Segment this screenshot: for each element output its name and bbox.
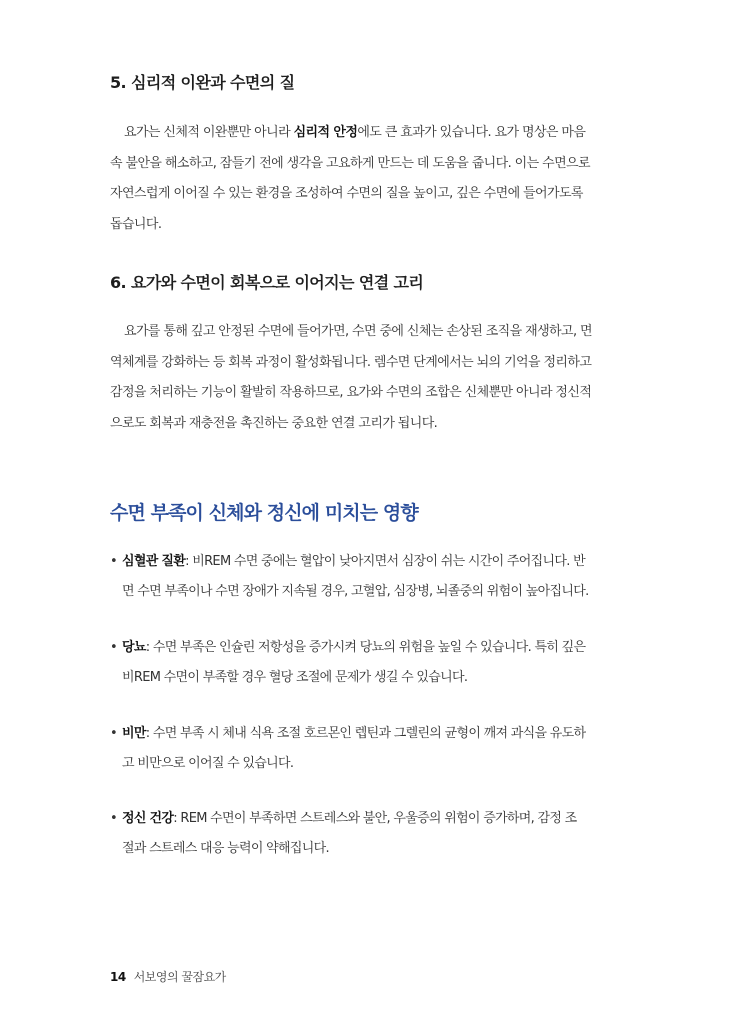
bullet-text: : 수면 부족은 인슐린 저항성을 증가시켜 당뇨의 위험을 높일 수 있습니다. 특히 깊은 비REM 수면이 부족할 경우 혈당 조절에 문제가 생길 수 있습니다. xyxy=(122,640,586,685)
bullet-item xyxy=(110,719,618,779)
page-number: 14 xyxy=(110,970,126,984)
bullet-marker: • xyxy=(110,640,117,655)
page-footer xyxy=(110,968,226,985)
bullet-item xyxy=(110,633,618,693)
bullet-text: : REM 수면이 부족하면 스트레스와 불안, 우울증의 위험이 증가하며, 감정 조 절과 스트레스 대응 능력이 약해집니다. xyxy=(122,811,577,856)
bullet-marker: • xyxy=(110,554,117,569)
bullet-term: 당뇨 xyxy=(122,640,146,655)
bullet-term: 심혈관 질환 xyxy=(122,554,186,569)
bullet-text: : 비REM 수면 중에는 혈압이 낮아지면서 심장이 쉬는 시간이 주어집니다. 반 면 수면 부족이나 수면 장애가 지속될 경우, 고혈압, 심장병, 뇌졸중의 위험이 높아집니다. xyxy=(122,554,589,599)
bullet-item xyxy=(110,804,618,864)
section-5-paragraph xyxy=(110,118,618,240)
bullet-marker: • xyxy=(110,811,117,826)
paragraph-text-cont: 에도 큰 효과가 있습니다. 요가 명상은 마음 속 불안을 해소하고, 잠들기 전에 생각을 고요하게 만드는 데 도움을 줍니다. 이는 수면으로 자연스럽게 이어질 수 있는 환경을 조성하여 수면의 질을 높이고, 깊은 수면에 들어가도록 돕습니다. xyxy=(110,125,590,232)
paragraph-text: 요가는 신체적 이완뿐만 아니라 xyxy=(124,125,294,140)
bullet-item xyxy=(110,547,618,607)
bullet-term: 정신 건강 xyxy=(122,811,174,826)
section-title-6: 6. 요가와 수면이 회복으로 이어지는 연결 고리 xyxy=(110,273,424,292)
book-title: 서보영의 꿀잠요가 xyxy=(133,970,226,984)
bullet-term: 비만 xyxy=(122,726,146,741)
bullet-text: : 수면 부족 시 체내 식욕 조절 호르몬인 렙틴과 그렐린의 균형이 깨져 과식을 유도하 고 비만으로 이어질 수 있습니다. xyxy=(122,726,586,771)
emphasis-text: 심리적 안정 xyxy=(293,125,358,140)
section-title-5: 5. 심리적 이완과 수면의 질 xyxy=(110,73,295,92)
main-heading: 수면 부족이 신체와 정신에 미치는 영향 xyxy=(110,502,418,524)
section-6-paragraph: 요가를 통해 깊고 안정된 수면에 들어가면, 수면 중에 신체는 손상된 조직을 재생하고, 면 역체계를 강화하는 등 회복 과정이 활성화됩니다. 렘수면 단계에서는 뇌의 기억을 정리하고 감정을 처리하는 기능이 활발히 작용하므로, 요가와 수면의 조합은 신체뿐만 아니라 정신적 으로도 회복과 재충전을 촉진하는 중요한 연결 고리가 됩니다. xyxy=(110,324,592,431)
bullet-marker: • xyxy=(110,726,117,741)
